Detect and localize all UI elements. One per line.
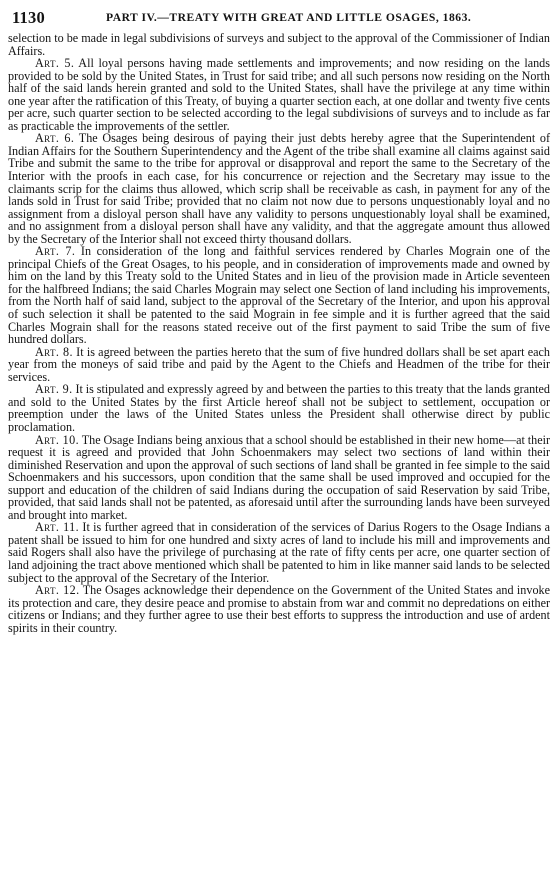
article-label: Art. 11. [35, 520, 80, 535]
article-5 [8, 57, 550, 132]
paragraph-text: The Osage Indians being anxious that a school should be established in their new home—at their request it is agreed and provided that John Schoenmakers may select two sections of land within their diminished Reservation and upon the approval of such sections of land shall be granted in fee simple to the said Schoenmakers and his successors, upon condition that the same shall be used improved and occupied for the support and education of the children of said Indians during the occupation of said Reservation by said Tribe, provided, that said lands shall not be patented, as aforesaid until after the surrounding lands have been surveyed and brought into market. [8, 432, 550, 522]
article-9 [8, 383, 550, 433]
paragraph-text: selection to be made in legal subdivisions of surveys and subject to the approval of the Commissioner of Indian Affairs. [8, 31, 550, 58]
article-label: Art. 10. [35, 432, 80, 447]
article-label: Art. 5. [35, 56, 75, 71]
article-7 [8, 245, 550, 345]
article-11 [8, 521, 550, 584]
running-head: PART IV.—TREATY WITH GREAT AND LITTLE OSAGES, 1863. [106, 11, 472, 24]
paragraph-text: The Osages being desirous of paying their just debts hereby agree that the Superintendent of Indian Affairs for the Southern Superintendency and the Agent of the tribe shall examine all claims against said Tribe and submit the same to the tribe for approval or disapproval and report the same to the Secretary of the Interior with the proofs in each case, for his concurrence or rejection and the Secretary may issue to the claimants scrip for the claims thus allowed, which scrip shall be receivable as cash, in payment for any of the lands sold in Trust for said Tribe; provided that no claim not now due to persons unquestionably loyal and no assignment from a disloyal person shall have any validity to persons unquestionably loyal shall be examined, and no assignment from a disloyal person shall have any validity, and that the aggregate amount thus allowed by the Secretary of the Interior shall not exceed thirty thousand dollars. [8, 131, 550, 246]
article-12 [8, 584, 550, 634]
paragraph-text: It is agreed between the parties hereto that the sum of five hundred dollars shall be set apart each year from the moneys of said tribe and paid by the Agent to the Chiefs and Headmen of the tribe for their services. [8, 344, 550, 384]
paragraph-text: The Osages acknowledge their dependence on the Government of the United States and invoke its protection and care, they desire peace and promise to abstain from war and commit no depredations on either citizens or Indians; and they further agree to use their best efforts to suppress the introduction and use of ardent spirits in their country. [8, 583, 550, 635]
article-label: Art. 6. [35, 131, 75, 146]
article-label: Art. 7. [35, 244, 76, 259]
article-6 [8, 132, 550, 245]
page-number: 1130 [12, 8, 45, 27]
page-header [8, 6, 550, 32]
article-label: Art. 9. [35, 382, 73, 397]
paragraph-text: It is stipulated and expressly agreed by and between the parties to this treaty that the lands granted and sold to the United States by the first Article hereof shall not be subject to settlement, occupation or preemption under the laws of the United States unless the President shall otherwise direct by public proclamation. [8, 382, 550, 434]
paragraph-text: It is further agreed that in consideration of the services of Darius Rogers to the Osage Indians a patent shall be issued to him for one hundred and sixty acres of land to include his mill and improvements and said Rogers shall also have the privilege of purchasing at the rate of fifty cents per acre, one quarter section of land adjoining the tract above mentioned which shall be patented to him in like manner said lands to be selected subject to the approval of the Secretary of the Interior. [8, 520, 550, 585]
article-label: Art. 12. [35, 583, 80, 598]
article-8 [8, 346, 550, 384]
paragraph-text: All loyal persons having made settlements and improvements; and now residing on the lands provided to be sold by the United States, in Trust for said tribe; and all such persons now residing on the North half of the said lands herein granted and sold to the United States, shall have the privilege at any time within one year after the ratification of this Treaty, of buying a quarter section each, at one dollar and twenty five cents per acre, such quarter section to be selected according to the legal subdivisions of surveys and to include as far as practicable the improvements of the settler. [8, 56, 550, 133]
article-10 [8, 434, 550, 522]
article-label: Art. 8. [35, 344, 73, 359]
paragraph-continuation [8, 32, 550, 57]
paragraph-text: In consideration of the long and faithful services rendered by Charles Mograin one of the principal Chiefs of the Great Osages, to his people, and in consideration of improvements made and owned by him on the land by this Treaty sold to the United States and in lieu of the provision made in Article seventeen for the halfbreed Indians; the said Charles Mograin may select one Section of land including his improvements, from the North half of said land, subject to the approval of the Secretary of the Interior, and upon his approval of such selection it shall be patented to the said Mograin in fee simple and it is further agreed that the said Charles Mograin shall for the reasons stated receive out of the first payment to said Tribe the sum of five hundred dollars. [8, 244, 550, 347]
body-text [8, 32, 550, 634]
